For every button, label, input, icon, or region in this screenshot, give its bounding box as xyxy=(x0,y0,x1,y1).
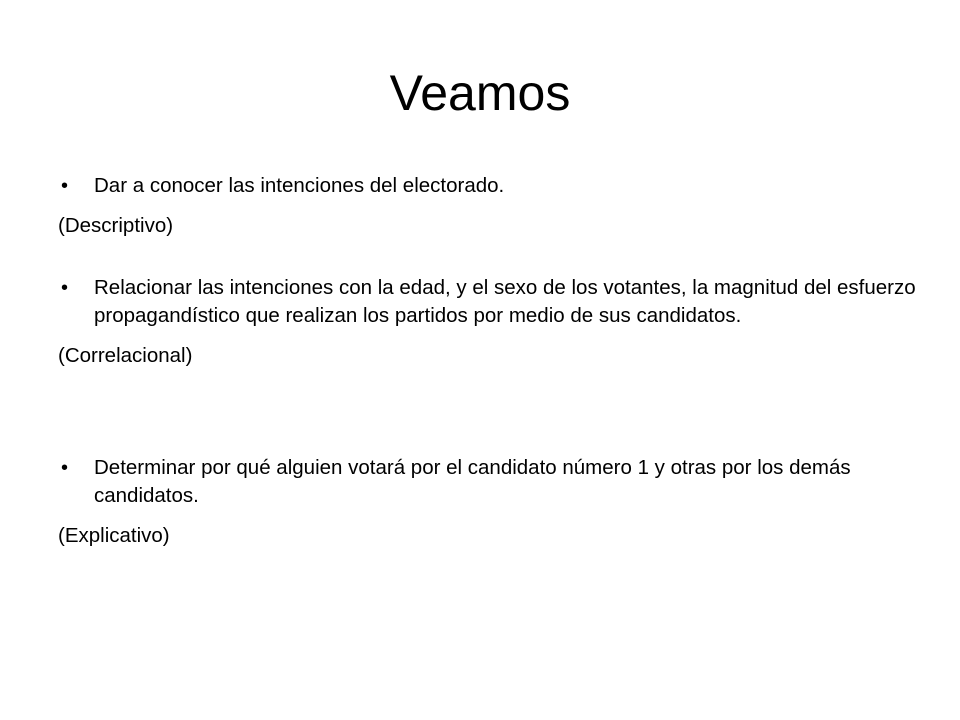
bullet-text: Dar a conocer las intenciones del electorado. xyxy=(94,174,505,197)
bullet-item-correlational xyxy=(58,274,918,330)
bullet-dot-icon: • xyxy=(61,457,69,479)
bullet-text: Relacionar las intenciones con la edad, y el sexo de los votantes, la magnitud del esfuerzo propagandístico que realizan los partidos por medio de sus candidatos. xyxy=(94,276,916,327)
slide-content xyxy=(58,172,918,550)
slide-title: Veamos xyxy=(389,65,571,121)
bullet-item-descriptive xyxy=(58,172,918,200)
bullet-item-explicative xyxy=(58,454,918,510)
type-label-descriptive: (Descriptivo) xyxy=(58,214,174,237)
type-label-correlational: (Correlacional) xyxy=(58,344,193,367)
type-label-explicative: (Explicativo) xyxy=(58,524,170,547)
bullet-dot-icon: • xyxy=(61,175,69,197)
bullet-text: Determinar por qué alguien votará por el candidato número 1 y otras por los demás candidatos. xyxy=(94,456,851,507)
bullet-dot-icon: • xyxy=(61,277,69,299)
